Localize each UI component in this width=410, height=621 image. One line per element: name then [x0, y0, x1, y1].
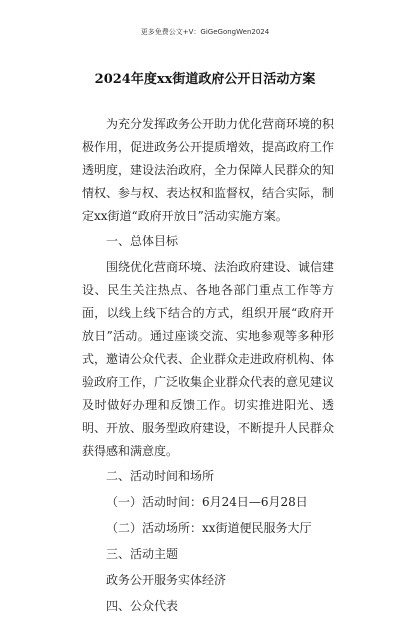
section-2-heading: 二、活动时间和场所: [106, 469, 215, 483]
document-body: [82, 113, 334, 621]
section-2-item-1: （一）活动时间：6月24日—6月28日: [106, 495, 308, 509]
section-3-body: 政务公开服务实体经济: [106, 573, 227, 587]
section-1-body: 围绕优化营商环境、法治政府建设、诚信建设、民生关注热点、各地各部门重点工作等方面，以线上线下结合的方式，组织开展“政府开放日”活动。通过座谈交流、实地参观等多种形式，邀请公众代表、企业群众走进政府机构、体验政府工作，广泛收集企业群众代表的意见建议及时做好办理和反馈工作。切实推进阳光、透明、开放、服务型政府建设，不断提升人民群众获得感和满意度。: [82, 260, 335, 458]
section-2-item-2: （二）活动场所：xx街道便民服务大厅: [106, 521, 312, 535]
section-4-heading: 四、公众代表: [106, 599, 179, 613]
intro-paragraph: 为充分发挥政务公开助力优化营商环境的积极作用，促进政务公开提质增效，提高政府工作透明度，建设法治政府，全力保障人民群众的知情权、参与权、表达权和监督权，结合实际，制定xx街道“政府开放日”活动实施方案。: [82, 117, 335, 223]
section-1-heading: 一、总体目标: [106, 234, 179, 248]
document-title: 2024年度xx街道政府公开日活动方案: [94, 72, 316, 87]
header-note: 更多免费公文+V：GiGeGongWen2024: [140, 28, 270, 36]
section-3-heading: 三、活动主题: [106, 547, 179, 561]
